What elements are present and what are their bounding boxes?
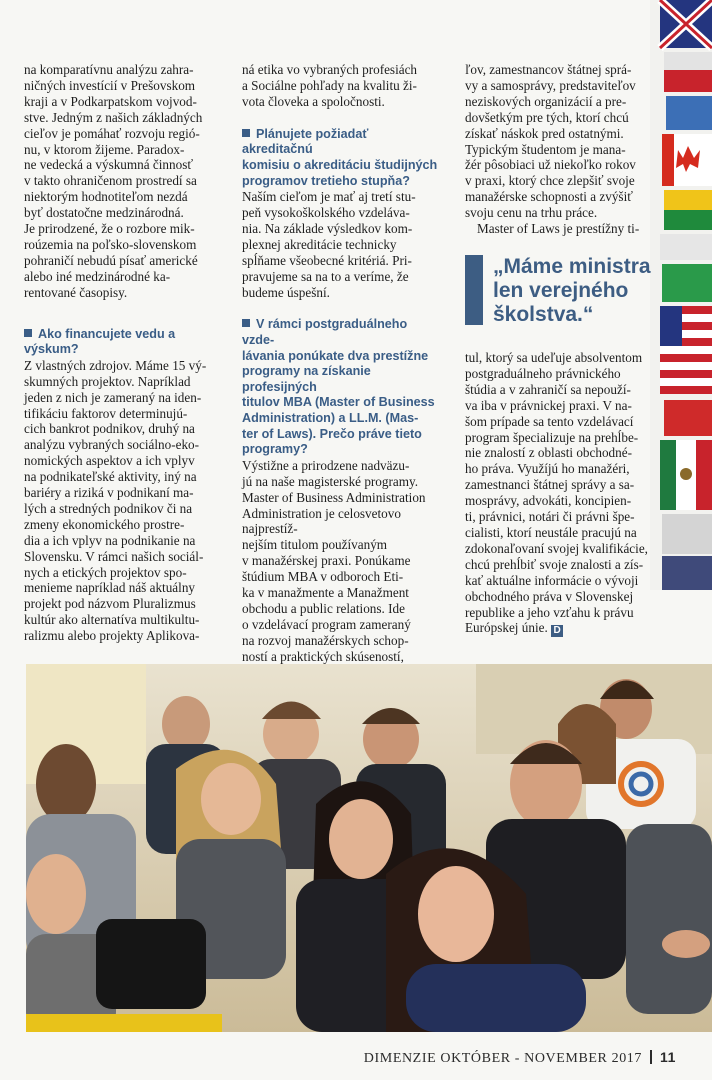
- question-heading: [24, 327, 224, 358]
- col2-line: ka v manažmente a Manažment: [242, 585, 409, 601]
- question-text: V rámci postgraduálneho vzde-: [242, 317, 408, 348]
- question-line: [242, 127, 442, 158]
- col3-line: republike a jeho vzťahu k právu: [465, 604, 634, 620]
- col3-line: neziskových organizácií a pre-: [465, 93, 627, 109]
- col3-line: nie znalostí z oblasti obchodné-: [465, 445, 632, 461]
- col2-line: plexnej akreditácie technicky: [242, 236, 397, 252]
- col1-line: pohraničí nebudú písať americké: [24, 252, 198, 268]
- col1-line: cieľov je pomáhať rozvoju regió-: [24, 125, 200, 141]
- question-line: titulov MBA (Master of Business: [242, 395, 435, 410]
- col2-line: pravujeme sa na to a veríme, že: [242, 268, 409, 284]
- col3-line: Master of Laws je prestížny ti-: [477, 221, 640, 237]
- col3-line: obchodného práva v Slovenskej: [465, 588, 634, 604]
- col1-line: Slovensku. V rámci našich sociál-: [24, 548, 204, 564]
- question-line: programy na získanie profesijných: [242, 364, 371, 394]
- col3-line: postgraduálneho právnického: [465, 365, 621, 381]
- question-line: lávania ponúkate dva prestížne: [242, 348, 429, 363]
- col3-line: žér pôsobiaci už niekoľko rokov: [465, 157, 636, 173]
- col3-line: program špecializuje na prehĺbe-: [465, 429, 639, 445]
- col1-line: projekt pod názvom Pluralizmus: [24, 596, 196, 612]
- col3-line: ho práva. Využíjú ho manažéri,: [465, 461, 630, 477]
- col3-line: zamestnanci štátnej správy a sa-: [465, 477, 635, 493]
- question-text: Ako financujete vedu a výskum?: [24, 326, 176, 357]
- col3-line: zdokonaľovaní svojej kvalifikácie,: [465, 540, 648, 556]
- magazine-name: DIMENZIE: [363, 1051, 437, 1066]
- col3-line: mosprávy, advokáti, koncipien-: [465, 493, 632, 509]
- pull-quote-bar: [465, 255, 483, 325]
- question-line: ter of Laws). Prečo práve tieto: [242, 426, 422, 441]
- pull-quote: [465, 255, 685, 325]
- page-footer: [364, 1049, 676, 1067]
- column-2: [242, 62, 442, 696]
- col1-line: Z vlastných zdrojov. Máme 15 vý-: [24, 357, 207, 373]
- column-1: [24, 62, 224, 644]
- col1-line: na podnikateľské aktivity, iný na: [24, 469, 197, 485]
- end-mark-icon: D: [551, 625, 563, 637]
- col3-line: va iba v právnickej praxi. V na-: [465, 397, 632, 413]
- col3-line: dovšetkým pre tých, ktorí chcú: [465, 109, 629, 125]
- col1-line: byť dostatočne medzinárodná.: [24, 205, 184, 221]
- page-number: 11: [660, 1049, 676, 1065]
- col1-line: lých a stredných podnikov či na: [24, 500, 193, 516]
- photo-accent-bar: [26, 1014, 222, 1032]
- col1-line: menieme napríklad náš aktuálny: [24, 580, 196, 596]
- col1-line: v takto ohraničenom prostredí sa: [24, 173, 197, 189]
- col1-line: nych a etických projektov spo-: [24, 564, 187, 580]
- col2-line: na rozvoj manažérskych schop-: [242, 632, 409, 648]
- col2-line: Administration je celosvetovo najprestíž-: [242, 505, 401, 537]
- column-3: [465, 62, 677, 237]
- question-line: Administration) a LL.M. (Mas-: [242, 411, 419, 425]
- question-line: programov tretieho stupňa?: [242, 173, 410, 188]
- col1-line: tifikáciu faktorov determinujú-: [24, 405, 188, 421]
- column-3-continued: [465, 350, 677, 637]
- question-heading: [242, 317, 442, 457]
- col3-line: ti, právnici, notári či právni špe-: [465, 509, 635, 525]
- col3-line: šom prípade sa tento vzdelávací: [465, 413, 634, 429]
- col1-line: Je prirodzené, že o rozbore mik-: [24, 221, 195, 237]
- col3-line: ľov, zamestnancov štátnej sprá-: [465, 62, 632, 77]
- col1-line: niektorým hodnotiteľom nezdá: [24, 189, 188, 205]
- col2-line: jú na naše magisterské programy.: [242, 473, 419, 489]
- col3-line: manažérske schopnosti a zvýšiť: [465, 189, 633, 205]
- col1-line: skumných projektov. Napríklad: [24, 373, 191, 389]
- col2-line: a Sociálne pohľady na kvalitu ži-: [242, 77, 417, 93]
- col2-line: v manažérskej praxi. Ponúkame: [242, 553, 411, 569]
- question-line: [242, 317, 442, 348]
- col3-line: cialisti, ktorí neustále pracujú na: [465, 524, 637, 540]
- col1-line: na komparatívnu analýzu zahra-: [24, 62, 194, 77]
- col2-line: peň vysokoškolského vzdeláva-: [242, 205, 410, 220]
- col3-line: Typickým študentom je mana-: [465, 141, 626, 157]
- question-line: komisiu o akreditáciu študijných: [242, 157, 438, 172]
- col3-line: štúdia a v zahraničí sa nepouží-: [465, 381, 631, 397]
- col3-last-line: Európskej únie.: [465, 620, 548, 636]
- footer-separator: [650, 1050, 652, 1064]
- col1-line: ničných investícií v Prešovskom: [24, 77, 196, 93]
- col2-line: spĺňame všeobecné kritériá. Pri-: [242, 252, 412, 268]
- square-bullet-icon: [242, 319, 250, 327]
- col1-line: kultúr ako alternatíva multikultu-: [24, 612, 200, 628]
- col3-line: [465, 620, 677, 637]
- col1-line: analýzu vybraných sociálno-eko-: [24, 437, 200, 453]
- col3-line: kať aktuálne informácie o vývoji: [465, 572, 639, 588]
- col1-line: dia a ich vplyv na podnikanie na: [24, 532, 196, 548]
- col2-line: nejším titulom používaným: [242, 537, 388, 553]
- col1-line: alebo iné medzinárodné ka-: [24, 268, 171, 284]
- col2-line: Naším cieľom je mať aj tretí stu-: [242, 189, 416, 205]
- students-photo-illustration: [26, 664, 712, 1032]
- col1-line: zmeny ekonomického prostre-: [24, 516, 185, 532]
- issue-date: OKTÓBER - NOVEMBER 2017: [440, 1051, 642, 1066]
- col1-line: nomických aspektov a ich vplyv: [24, 453, 195, 469]
- col2-line: Master of Business Administration: [242, 489, 426, 505]
- col3-line: chcú prehĺbiť svoje znalosti a zís-: [465, 556, 644, 572]
- col1-line: jeden z nich je zameraný na iden-: [24, 389, 202, 405]
- col1-line: cich bankrot podnikov, druhý na: [24, 421, 195, 437]
- square-bullet-icon: [24, 329, 32, 337]
- col3-line: svoju cenu na trhu práce.: [465, 205, 598, 221]
- question-text: Plánujete požiadať akreditačnú: [242, 126, 369, 157]
- col3-line: v praxi, ktorý chce zlepšiť svoje: [465, 173, 635, 189]
- col3-line: získať náskok pred ostatnými.: [465, 125, 624, 141]
- col2-line: štúdium MBA v odboroch Eti-: [242, 569, 404, 585]
- col1-line: bariéry a riziká v podnikaní ma-: [24, 485, 194, 501]
- col1-line: ne vedecká a výskumná činnosť: [24, 157, 193, 173]
- students-photo: [26, 664, 712, 1032]
- col1-line: ralizmu alebo projekty Aplikova-: [24, 628, 200, 644]
- pull-quote-text: „Máme ministra len verejného školstva.“: [493, 255, 651, 326]
- col1-line: stve. Jedným z našich základných: [24, 109, 203, 125]
- col2-line: vota človeka a spoločnosti.: [242, 93, 385, 109]
- col2-line: ná etika vo vybraných profesiách: [242, 62, 418, 77]
- square-bullet-icon: [242, 129, 250, 137]
- col2-line: obchodu a public relations. Ide: [242, 600, 405, 616]
- col3-line: vy a samosprávy, predstaviteľov: [465, 77, 636, 93]
- col1-line: roúzemia na poľsko-slovenskom: [24, 236, 197, 252]
- question-line: programy?: [242, 442, 308, 457]
- col1-line: nu, v ktorom žijeme. Paradox-: [24, 141, 185, 157]
- col2-line: Výstižne a prirodzene nadväzu-: [242, 457, 410, 473]
- col1-line: kraji a v Podkarpatskom vojvod-: [24, 93, 197, 109]
- col2-line: nia. Na základe výsledkov kom-: [242, 220, 413, 236]
- col2-line: budeme úspešní.: [242, 284, 330, 300]
- question-heading: [242, 127, 442, 189]
- col2-line: o vzdelávací program zameraný: [242, 616, 411, 632]
- col3-line: tul, ktorý sa udeľuje absolventom: [465, 350, 643, 365]
- col1-line: rentované časopisy.: [24, 284, 128, 300]
- col2-line: ností a praktických skúseností,: [242, 648, 404, 664]
